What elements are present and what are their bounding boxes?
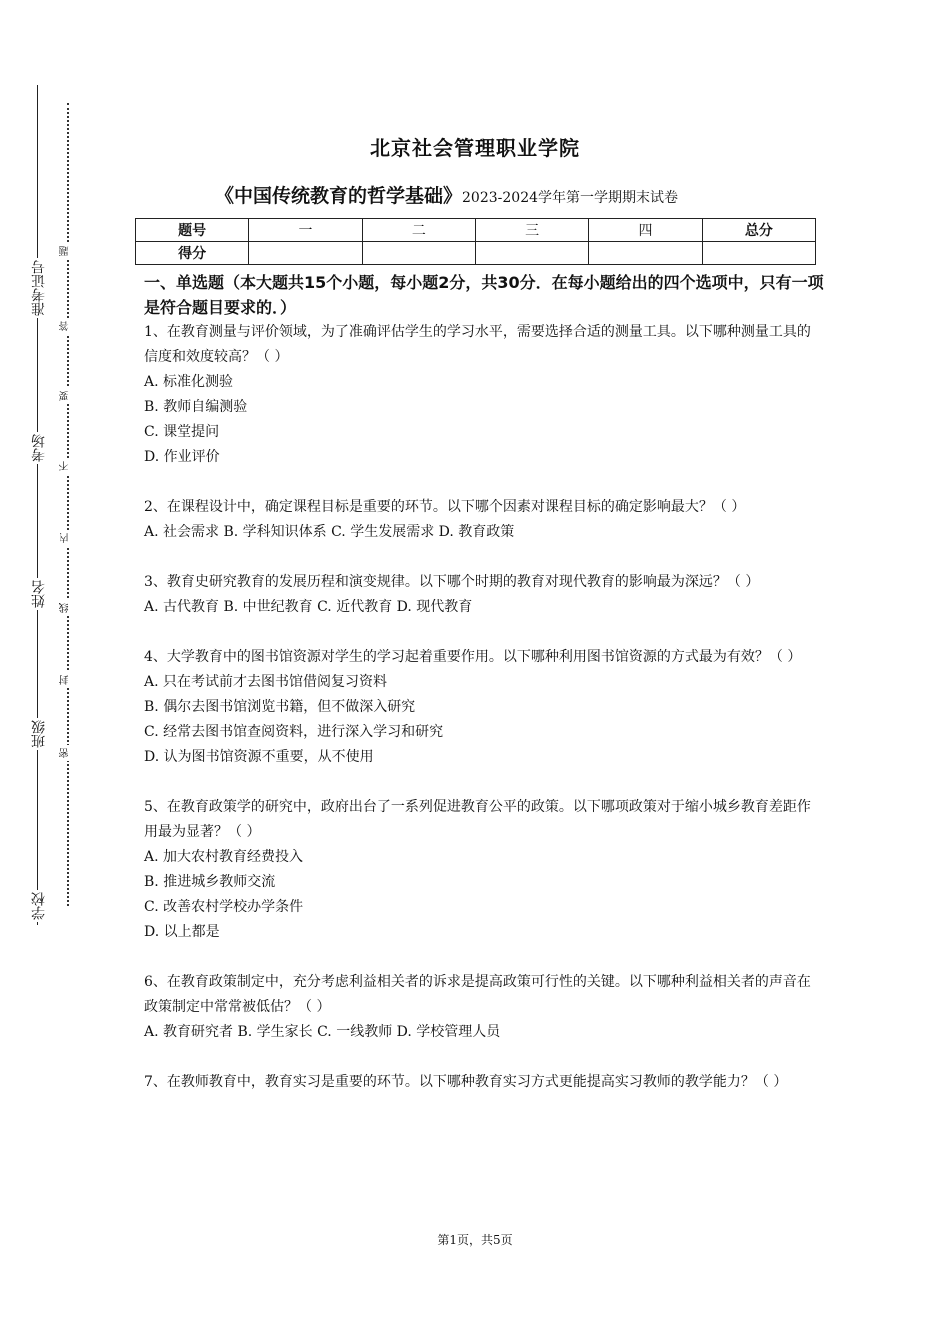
option-d: D. 认为图书馆资源不重要，从不使用 [144, 749, 374, 765]
score-header-section-4: 四 [589, 219, 702, 242]
student-name-label: 姓名 [31, 580, 47, 608]
question-7 [144, 1070, 824, 1095]
score-table [135, 218, 816, 265]
binding-solid-line [37, 85, 38, 925]
exam-number-label: 准考证号 [31, 260, 47, 316]
option-c: C. 经常去图书馆查阅资料，进行深入学习和研究 [144, 724, 444, 740]
option-b: B. 推进城乡教师交流 [144, 874, 276, 890]
score-table-score-row [136, 242, 816, 265]
question-5 [144, 795, 824, 945]
option-d: D. 以上都是 [144, 924, 220, 940]
options-line: A. 教育研究者 B. 学生家长 C. 一线教师 D. 学校管理人员 [144, 1024, 501, 1040]
question-1 [144, 320, 824, 470]
score-cell-4[interactable] [589, 242, 702, 265]
course-title: 《中国传统教育的哲学基础》 [215, 185, 463, 207]
score-header-section-2: 二 [362, 219, 475, 242]
option-b: B. 偶尔去图书馆浏览书籍，但不做深入研究 [144, 699, 416, 715]
score-table-header-row [136, 219, 816, 242]
options-line: A. 古代教育 B. 中世纪教育 C. 近代教育 D. 现代教育 [144, 599, 473, 615]
term-label: 2023-2024学年第一学期期末试卷 [462, 190, 679, 206]
binding-margin [0, 0, 120, 1344]
seal-dotted-line [67, 103, 69, 906]
page-footer: 第1页，共5页 [437, 1233, 513, 1247]
seal-char-feng: 封 [61, 672, 71, 688]
seal-char-nei: 内 [61, 530, 71, 546]
seal-char-da: 答 [61, 318, 71, 334]
score-header-section-1: 一 [249, 219, 362, 242]
question-3 [144, 570, 824, 620]
option-a: A. 只在考试前才去图书馆借阅复习资料 [144, 674, 388, 690]
question-stem: 3、教育史研究教育的发展历程和演变规律。以下哪个时期的教育对现代教育的影响最为深远？（ ） [144, 574, 760, 590]
option-a: A. 加大农村教育经费投入 [144, 849, 304, 865]
seal-char-mi: 密 [61, 745, 71, 761]
question-stem: 1、在教育测量与评价领域，为了准确评估学生的学习水平，需要选择合适的测量工具。以下哪种测量工具的信度和效度较高？（ ） [144, 324, 811, 365]
option-d: D. 作业评价 [144, 449, 220, 465]
score-row-label: 得分 [136, 242, 249, 265]
question-stem: 7、在教师教育中，教育实习是重要的环节。以下哪种教育实习方式更能提高实习教师的教学能力？（ ） [144, 1074, 788, 1090]
question-stem: 2、在课程设计中，确定课程目标是重要的环节。以下哪个因素对课程目标的确定影响最大？（ ） [144, 499, 746, 515]
seal-char-yao: 要 [61, 388, 71, 404]
question-2 [144, 495, 824, 545]
options-line: A. 社会需求 B. 学科知识体系 C. 学生发展需求 D. 教育政策 [144, 524, 515, 540]
exam-content [144, 270, 824, 1095]
score-cell-3[interactable] [475, 242, 588, 265]
question-6 [144, 970, 824, 1045]
score-header-question-no: 题号 [136, 219, 249, 242]
section-title: 一、单选题（本大题共15个小题，每小题2分，共30分．在每小题给出的四个选项中，只有一项是符合题目要求的．） [144, 273, 824, 317]
question-4 [144, 645, 824, 770]
score-cell-1[interactable] [249, 242, 362, 265]
school-name: 北京社会管理职业学院 [370, 136, 580, 160]
exam-subtitle [215, 181, 678, 208]
seal-char-bu: 不 [61, 458, 71, 474]
score-cell-2[interactable] [362, 242, 475, 265]
class-label: 班级 [31, 720, 47, 748]
school-label: 学校 [31, 892, 47, 920]
score-cell-total[interactable] [702, 242, 815, 265]
exam-room-label: 考场 [31, 434, 47, 462]
score-header-section-3: 三 [475, 219, 588, 242]
option-a: A. 标准化测验 [144, 374, 234, 390]
option-c: C. 课堂提问 [144, 424, 220, 440]
seal-char-xian: 线 [61, 600, 71, 616]
score-header-total: 总分 [702, 219, 815, 242]
option-c: C. 改善农村学校办学条件 [144, 899, 304, 915]
seal-char-ti: 题 [61, 243, 71, 259]
question-stem: 6、在教育政策制定中，充分考虑利益相关者的诉求是提高政策可行性的关键。以下哪种利益相关者的声音在政策制定中常常被低估？（ ） [144, 974, 811, 1015]
question-stem: 4、大学教育中的图书馆资源对学生的学习起着重要作用。以下哪种利用图书馆资源的方式最为有效？（ ） [144, 649, 802, 665]
question-stem: 5、在教育政策学的研究中，政府出台了一系列促进教育公平的政策。以下哪项政策对于缩小城乡教育差距作用最为显著？（ ） [144, 799, 811, 840]
option-b: B. 教师自编测验 [144, 399, 248, 415]
